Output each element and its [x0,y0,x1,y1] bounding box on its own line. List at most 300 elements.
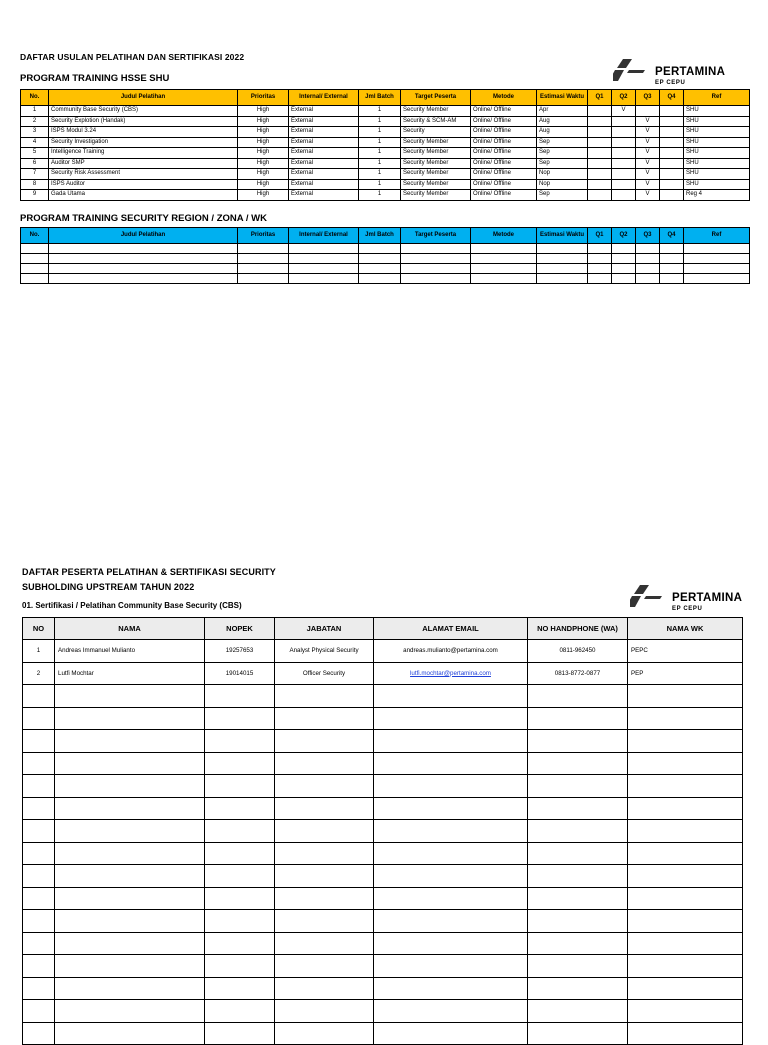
table-row [23,887,743,910]
cell-q3 [636,106,660,117]
doc1-title: DAFTAR USULAN PELATIHAN DAN SERTIFIKASI 2022 [20,52,245,62]
cell-nama [55,730,205,753]
cell-ref [684,274,750,284]
cell-nopek [205,707,275,730]
cell-target-peserta: Security [401,127,471,138]
cell-internal-external: External [289,116,359,127]
cell-jml-batch: 1 [359,179,401,190]
cell-no-handphone [528,707,628,730]
cell-prioritas: High [238,106,289,117]
cell-q2: V [612,106,636,117]
cell-nama [55,1022,205,1045]
cell-nama [55,685,205,708]
cell-jml-batch [359,274,401,284]
cell-nopek [205,932,275,955]
cell-prioritas [238,244,289,254]
table-row [21,244,750,254]
cell-no: 3 [21,127,49,138]
column-header-ref: Ref [684,90,750,106]
table-row [23,910,743,933]
cell-metode [471,264,537,274]
cell-no-handphone [528,730,628,753]
cell-target-peserta [401,254,471,264]
cell-nama [55,842,205,865]
cell-jabatan [275,1022,374,1045]
cell-q1 [588,137,612,148]
cell-jml-batch: 1 [359,137,401,148]
cell-q3: V [636,127,660,138]
cell-q3: V [636,148,660,159]
cell-judul: Auditor SMP [49,158,238,169]
cell-nopek [205,865,275,888]
cell-target-peserta [401,274,471,284]
column-header-alamat-email: ALAMAT EMAIL [374,618,528,640]
cell-nama [55,775,205,798]
column-header-no-handphone: NO HANDPHONE (WA) [528,618,628,640]
cell-ref [684,254,750,264]
cell-jabatan [275,775,374,798]
cell-nama-wk [628,752,743,775]
column-header-metode: Metode [471,90,537,106]
column-header-q1: Q1 [588,90,612,106]
cell-prioritas [238,274,289,284]
cell-metode: Online/ Offline [471,106,537,117]
table-row [23,662,743,685]
column-header-jml-batch: Jml Batch [359,90,401,106]
cell-alamat-email [374,730,528,753]
cell-nama-wk [628,707,743,730]
cell-internal-external [289,244,359,254]
cell-no [23,730,55,753]
cell-no-handphone [528,1000,628,1023]
cell-nopek [205,1000,275,1023]
table-row [23,1000,743,1023]
cell-nopek [205,887,275,910]
cell-estimasi-waktu: Apr [537,106,588,117]
column-header-nama: NAMA [55,618,205,640]
cell-metode: Online/ Offline [471,148,537,159]
cell-no-handphone: 0813-8772-0877 [528,662,628,685]
table-row [21,127,750,138]
cell-ref: Reg 4 [684,190,750,201]
cell-alamat-email [374,865,528,888]
cell-no [21,254,49,264]
cell-q1 [588,254,612,264]
cell-ref: SHU [684,169,750,180]
cell-jabatan [275,820,374,843]
cell-nama-wk [628,932,743,955]
cell-nama-wk [628,1000,743,1023]
cell-jabatan: Analyst Physical Security [275,640,374,663]
column-header-q2: Q2 [612,228,636,244]
cell-nama-wk [628,977,743,1000]
pertamina-logo [613,59,725,86]
cell-q3: V [636,169,660,180]
cell-q2 [612,148,636,159]
cell-estimasi-waktu: Aug [537,127,588,138]
cell-jml-batch: 1 [359,148,401,159]
cell-q1 [588,244,612,254]
cell-nama-wk [628,820,743,843]
cell-nopek [205,977,275,1000]
cell-nopek [205,820,275,843]
cell-metode: Online/ Offline [471,127,537,138]
cell-metode: Online/ Offline [471,137,537,148]
cell-no [23,1022,55,1045]
cell-metode [471,254,537,264]
table-row [21,179,750,190]
cell-jml-batch [359,254,401,264]
cell-prioritas: High [238,127,289,138]
cell-no [23,887,55,910]
cell-q1 [588,264,612,274]
cell-metode [471,244,537,254]
column-header-q1: Q1 [588,228,612,244]
cell-q3: V [636,137,660,148]
cell-alamat-email [374,707,528,730]
cell-metode: Online/ Offline [471,158,537,169]
cell-q2 [612,274,636,284]
cell-nopek [205,752,275,775]
column-header-nama-wk: NAMA WK [628,618,743,640]
cell-nama-wk [628,865,743,888]
cell-no: 5 [21,148,49,159]
cell-q4 [660,137,684,148]
doc2-subtitle: 01. Sertifikasi / Pelatihan Community Base Security (CBS) [22,601,242,610]
cell-no [23,910,55,933]
cell-nama [55,932,205,955]
cell-alamat-email [374,797,528,820]
cell-jabatan [275,685,374,708]
cell-nama [55,977,205,1000]
cell-no [23,977,55,1000]
cell-nama-wk [628,797,743,820]
table-row [23,685,743,708]
cell-internal-external: External [289,179,359,190]
column-header-internal-external: Internal/ External [289,228,359,244]
cell-jabatan [275,707,374,730]
cell-jabatan [275,932,374,955]
cell-q2 [612,264,636,274]
doc2-title-line1: DAFTAR PESERTA PELATIHAN & SERTIFIKASI SECURITY [22,567,276,577]
cell-nama [55,752,205,775]
table-row [23,730,743,753]
cell-q4 [660,274,684,284]
table-row [21,190,750,201]
cell-q2 [612,127,636,138]
cell-no [23,820,55,843]
cell-prioritas: High [238,158,289,169]
cell-q1 [588,169,612,180]
section1-title: PROGRAM TRAINING HSSE SHU [20,73,170,84]
cell-no-handphone [528,932,628,955]
cell-nopek [205,685,275,708]
cell-judul: Security Explotion (Handak) [49,116,238,127]
cell-alamat-email [374,887,528,910]
cell-alamat-email [374,685,528,708]
cell-ref: SHU [684,158,750,169]
cell-internal-external: External [289,158,359,169]
cell-no: 9 [21,190,49,201]
cell-no [23,707,55,730]
column-header-estimasi-waktu: Estimasi Waktu [537,228,588,244]
email-link[interactable]: lutfi.mochtar@pertamina.com [410,669,491,677]
cell-no-handphone: 0811-962450 [528,640,628,663]
cell-jabatan [275,842,374,865]
cell-nama-wk [628,775,743,798]
cell-nama-wk [628,887,743,910]
column-header-metode: Metode [471,228,537,244]
cell-alamat-email [374,932,528,955]
cell-no: 8 [21,179,49,190]
cell-prioritas: High [238,116,289,127]
cell-nama-wk [628,910,743,933]
column-header-no: No. [21,90,49,106]
cell-q4 [660,169,684,180]
cell-ref [684,244,750,254]
cell-no-handphone [528,910,628,933]
table-row [23,707,743,730]
cell-no [21,274,49,284]
cell-q4 [660,116,684,127]
cell-internal-external: External [289,127,359,138]
table-row [23,775,743,798]
table-row [21,137,750,148]
cell-nama-wk [628,842,743,865]
cell-judul: Security Investigation [49,137,238,148]
pertamina-mark-icon [613,59,649,81]
cell-q4 [660,190,684,201]
cell-target-peserta [401,244,471,254]
cell-q4 [660,158,684,169]
cell-jml-batch [359,244,401,254]
region-training-table [20,227,750,284]
cell-nopek: 19014015 [205,662,275,685]
cell-ref: SHU [684,127,750,138]
cell-nama [55,707,205,730]
cell-internal-external: External [289,169,359,180]
cell-estimasi-waktu [537,274,588,284]
cell-jml-batch: 1 [359,158,401,169]
cell-nama-wk [628,1022,743,1045]
cell-metode: Online/ Offline [471,116,537,127]
cell-q3 [636,274,660,284]
cell-jabatan [275,865,374,888]
cell-no-handphone [528,685,628,708]
cell-no [21,244,49,254]
cell-q2 [612,254,636,264]
cell-q3: V [636,116,660,127]
table-row [23,977,743,1000]
cell-jml-batch: 1 [359,106,401,117]
table-row [23,752,743,775]
cell-nopek [205,910,275,933]
cell-target-peserta: Security Member [401,106,471,117]
cell-estimasi-waktu: Aug [537,116,588,127]
cell-target-peserta: Security Member [401,169,471,180]
cell-alamat-email [374,955,528,978]
cell-q3: V [636,158,660,169]
cell-internal-external: External [289,106,359,117]
table-row [21,116,750,127]
cell-internal-external: External [289,137,359,148]
cell-no [23,752,55,775]
column-header-q3: Q3 [636,90,660,106]
cell-no [23,797,55,820]
cell-nama-wk: PEPC [628,640,743,663]
cell-nama-wk [628,730,743,753]
cell-judul [49,244,238,254]
cell-estimasi-waktu: Nop [537,179,588,190]
pertamina-mark-icon [630,585,666,607]
cell-internal-external [289,254,359,264]
cell-nopek [205,842,275,865]
cell-q1 [588,106,612,117]
cell-no-handphone [528,887,628,910]
cell-q3: V [636,190,660,201]
cell-judul: Gada Utama [49,190,238,201]
cell-target-peserta: Security Member [401,179,471,190]
cell-nama [55,887,205,910]
cell-metode [471,274,537,284]
table-row [21,274,750,284]
cell-no [23,955,55,978]
cell-no: 1 [21,106,49,117]
cell-internal-external: External [289,148,359,159]
cell-jabatan [275,977,374,1000]
cell-metode: Online/ Offline [471,179,537,190]
cell-internal-external [289,264,359,274]
cell-q4 [660,244,684,254]
cell-estimasi-waktu: Sep [537,148,588,159]
logo-sub-text: EP CEPU [672,606,703,612]
cell-q2 [612,190,636,201]
cell-q2 [612,158,636,169]
cell-no-handphone [528,752,628,775]
logo-sub-text: EP CEPU [655,80,686,86]
cell-prioritas [238,264,289,274]
table-row [23,932,743,955]
cell-q4 [660,127,684,138]
cell-jabatan [275,955,374,978]
cell-no-handphone [528,797,628,820]
column-header-no: NO [23,618,55,640]
cell-no [21,264,49,274]
table-row [23,865,743,888]
email-link: andreas.mulianto@pertamina.com [403,647,498,655]
cell-q1 [588,148,612,159]
cell-ref: SHU [684,148,750,159]
cell-jabatan [275,1000,374,1023]
logo-brand-text: PERTAMINA [672,592,743,604]
table-row [23,842,743,865]
cell-nama [55,1000,205,1023]
table-row [21,158,750,169]
hsse-training-table [20,89,750,201]
cell-judul: ISPS Modul 3.24 [49,127,238,138]
cell-jabatan: Officer Security [275,662,374,685]
cell-q2 [612,244,636,254]
table-row [21,106,750,117]
cell-estimasi-waktu [537,244,588,254]
cell-nama: Lutfi Mochtar [55,662,205,685]
cell-nopek [205,955,275,978]
cell-q1 [588,127,612,138]
cell-no: 2 [21,116,49,127]
cell-alamat-email [374,752,528,775]
cell-nopek [205,730,275,753]
column-header-estimasi-waktu: Estimasi Waktu [537,90,588,106]
column-header-q4: Q4 [660,90,684,106]
column-header-q4: Q4 [660,228,684,244]
participants-table [22,617,743,1045]
cell-jml-batch [359,264,401,274]
cell-q1 [588,190,612,201]
cell-no-handphone [528,775,628,798]
cell-jml-batch: 1 [359,116,401,127]
cell-nama [55,797,205,820]
cell-alamat-email [374,640,528,663]
cell-q2 [612,116,636,127]
column-header-ref: Ref [684,228,750,244]
cell-q4 [660,106,684,117]
cell-q4 [660,254,684,264]
cell-prioritas: High [238,190,289,201]
cell-ref [684,264,750,274]
cell-no [23,842,55,865]
cell-estimasi-waktu [537,264,588,274]
cell-no [23,685,55,708]
cell-judul: Community Base Security (CBS) [49,106,238,117]
cell-nama [55,910,205,933]
cell-no [23,932,55,955]
table-row [21,169,750,180]
cell-q1 [588,116,612,127]
cell-q4 [660,179,684,190]
cell-ref: SHU [684,116,750,127]
cell-estimasi-waktu [537,254,588,264]
cell-nama [55,955,205,978]
cell-nama [55,820,205,843]
table-row [23,820,743,843]
cell-nama-wk: PEP [628,662,743,685]
cell-judul [49,264,238,274]
cell-jml-batch: 1 [359,169,401,180]
table-row [23,1022,743,1045]
column-header-prioritas: Prioritas [238,228,289,244]
cell-no-handphone [528,865,628,888]
cell-q3 [636,264,660,274]
column-header-judul: Judul Pelatihan [49,228,238,244]
column-header-target-peserta: Target Peserta [401,228,471,244]
table-row [21,254,750,264]
cell-metode: Online/ Offline [471,190,537,201]
cell-internal-external [289,274,359,284]
cell-q2 [612,137,636,148]
cell-alamat-email [374,842,528,865]
cell-target-peserta: Security & SCM-AM [401,116,471,127]
cell-q3: V [636,179,660,190]
cell-target-peserta [401,264,471,274]
cell-jabatan [275,887,374,910]
cell-estimasi-waktu: Nop [537,169,588,180]
table-row [23,797,743,820]
section2-title: PROGRAM TRAINING SECURITY REGION / ZONA / WK [20,213,268,224]
cell-no-handphone [528,955,628,978]
cell-no [23,775,55,798]
cell-no: 4 [21,137,49,148]
table-row [23,640,743,663]
